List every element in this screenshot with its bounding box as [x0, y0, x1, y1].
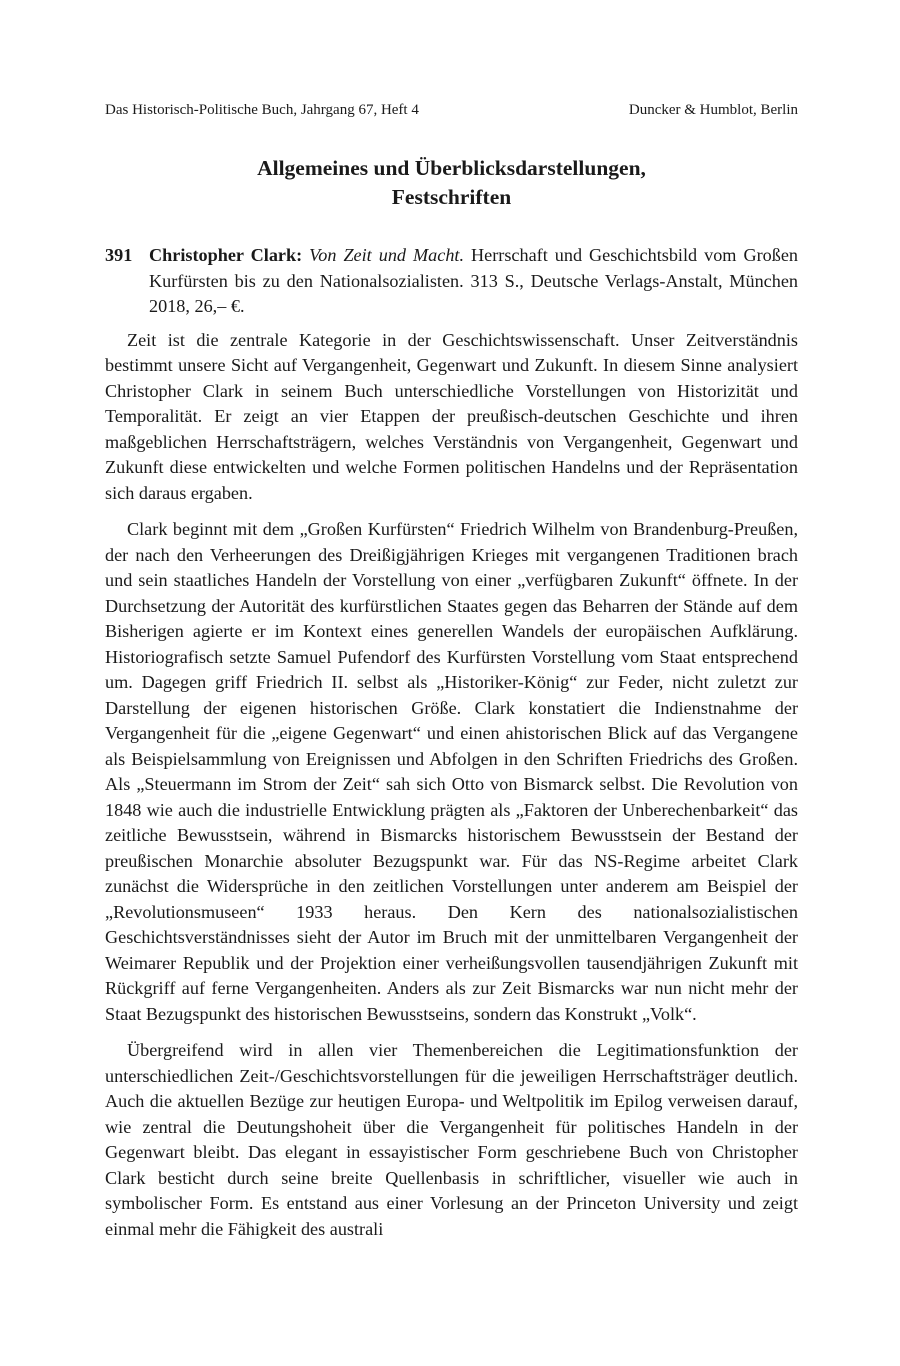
review-paragraph: Clark beginnt mit dem „Großen Kurfürsten“ Friedrich Wilhelm von Brandenburg-Preußen, der nach den Verheerungen des Dreißigjährigen Krieges mit vergangenen Traditionen brach und sein staatliches Handeln der Vorstellung von einer „verfügbaren Zukunft“ öffnete. In der Durchsetzung der Autorität des kurfürstlichen Staates gegen das Beharren der Stände auf dem Bisherigen agierte er im Kontext eines generellen Wandels der europäischen Aufklärung. Historiografisch setzte Samuel Pufendorf des Kurfürsten Vorstellung vom Staat entsprechend um. Dagegen griff Friedrich II. selbst als „Historiker-König“ zur Feder, nicht zuletzt zur Darstellung der eigenen historischen Größe. Clark konstatiert die Indienstnahme der Vergangenheit für die „eigene Gegenwart“ und einen ahistorischen Blick auf das Vergangene als Beispielsammlung von Ereignissen und Abfolgen in den Schriften Friedrichs des Großen. Als „Steuermann im Strom der Zeit“ sah sich Otto von Bismarck selbst. Die Revolution von 1848 wie auch die industrielle Entwicklung prägten als „Faktoren der Unberechenbarkeit“ das zeitliche Bewusstsein, während in Bismarcks historischem Bewusstsein der Bestand der preußischen Monarchie absoluter Bezugspunkt war. Für das NS-Regime arbeitet Clark zunächst die Widersprüche in den zeitlichen Vorstellungen unter anderem am Beispiel der „Revolutionsmuseen“ 1933 heraus. Den Kern des nationalsozialistischen Geschichtsverständnisses sieht der Autor im Bruch mit der unmittelbaren Vergangenheit der Weimarer Republik und der Projektion einer verheißungsvollen tausendjährigen Zukunft mit Rückgriff auf ferne Vergangenheiten. Anders als zur Zeit Bismarcks war nun nicht mehr der Staat Bezugspunkt des historischen Bewusstseins, sondern das Konstrukt „Volk“. — [105, 519, 798, 1024]
review-paragraph: Zeit ist die zentrale Kategorie in der Geschichtswissenschaft. Unser Zeitverständnis bestimmt unsere Sicht auf Vergangenheit, Gegenwart und Zukunft. In diesem Sinne analysiert Christopher Clark in seinem Buch unterschiedliche Vorstellungen von Historizität und Temporalität. Er zeigt an vier Etappen der preußisch-deutschen Geschichte und ihren maßgeblichen Herrschaftsträgern, welches Verständnis von Vergangenheit, Gegenwart und Zukunft diese entwickelten und welche Formen politischen Handelns und der Repräsentation sich daraus ergaben. — [105, 329, 798, 503]
journal-name: Das Historisch-Politische Buch, Jahrgang 67, Heft 4 — [105, 102, 419, 118]
section-title-line-2: Festschriften — [391, 185, 512, 209]
entry-number: 391 — [105, 245, 133, 265]
review-paragraph: Übergreifend wird in allen vier Themenbereichen die Legitimationsfunktion der unterschiedlichen Zeit-/Geschichtsvorstellungen für die jeweiligen Herrschaftsträger deutlich. Auch die aktuellen Bezüge zur heutigen Europa- und Weltpolitik im Epilog verweisen darauf, wie zentral die Deutungshoheit über die Vergangenheit für politisches Handeln in der Gegenwart bleibt. Das elegant in essayistischer Form geschriebene Buch von Christopher Clark besticht durch seine breite Quellenbasis in schriftlicher, visueller wie auch in symbolischer Form. Es entstand aus einer Vorlesung an der Princeton University und zeigt einmal mehr die Fähigkeit des australi — [105, 1040, 798, 1239]
review-entry — [105, 243, 798, 1253]
bibliographic-reference — [105, 243, 798, 320]
publisher-name: Duncker & Humblot, Berlin — [628, 102, 798, 118]
book-author: Christopher Clark: — [149, 245, 303, 265]
book-details: Herrschaft und Geschichtsbild vom Großen Kurfürsten bis zu den Nationalsozialisten. 313 S., Deutsche Verlags-Anstalt, München 2018, 26,– €. — [149, 245, 798, 316]
book-title: Von Zeit und Macht. — [309, 245, 465, 265]
running-header — [105, 100, 798, 120]
section-title-line-1: Allgemeines und Überblicksdarstellungen, — [257, 156, 646, 180]
section-title — [105, 154, 798, 212]
